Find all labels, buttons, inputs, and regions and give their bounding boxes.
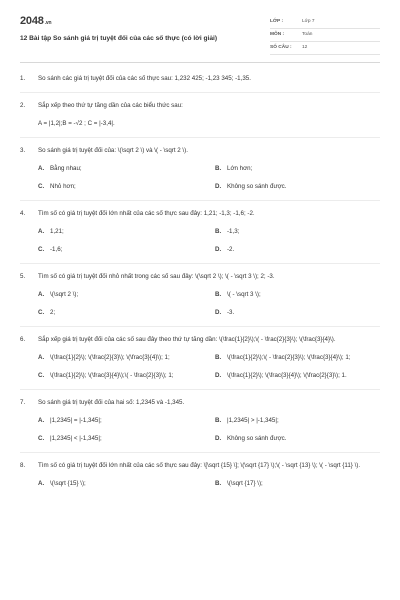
- answer-option-d[interactable]: [215, 246, 380, 255]
- site-logo[interactable]: [20, 14, 270, 30]
- option-text: \(\sqrt {15} \);: [50, 479, 86, 487]
- option-letter: B.: [215, 227, 222, 235]
- option-letter: B.: [215, 290, 222, 298]
- answer-options: [38, 417, 380, 444]
- answer-option-b[interactable]: [215, 417, 380, 426]
- option-letter: C.: [38, 308, 45, 316]
- option-text: -3.: [227, 308, 235, 316]
- question-item: [20, 147, 380, 201]
- option-text: \(\sqrt {17} \);: [227, 479, 263, 487]
- answer-option-b[interactable]: [215, 354, 380, 363]
- option-letter: B.: [215, 479, 222, 487]
- header-left: [20, 14, 270, 55]
- question-text: Sắp xếp giá trị tuyệt đối của các số sau đây theo thứ tự tăng dần: \(\frac{1}{2}\);\( - \frac{2}{3}\); \(\frac{3}{4}\).: [38, 335, 336, 343]
- question-item: [20, 210, 380, 264]
- question-text: Tìm số có giá trị tuyệt đối nhỏ nhất trong các số sau đây: \(\sqrt 2 \); \( - \sqrt 3 \); 2; -3.: [38, 272, 275, 280]
- question-number: 8.: [20, 461, 26, 469]
- meta-row-count: [270, 42, 380, 55]
- option-letter: D.: [215, 434, 222, 442]
- question-item: [20, 399, 380, 453]
- question-number: 4.: [20, 209, 26, 217]
- option-text: \(\sqrt 2 \);: [50, 290, 79, 298]
- option-text: |1,2345| = |-1,345|;: [50, 416, 102, 424]
- option-text: \(\frac{1}{2}\);\( - \frac{2}{3}\); \(\frac{3}{4}\); 1;: [227, 353, 351, 361]
- option-text: 2;: [50, 308, 56, 316]
- meta-label: SỐ CÂU :: [270, 44, 292, 50]
- option-text: 1,21;: [50, 227, 64, 235]
- option-letter: C.: [38, 371, 45, 379]
- option-letter: A.: [38, 164, 45, 172]
- question-text: Tìm số có giá trị tuyệt đối lớn nhất của các số thực sau đây: 1,21; -1,3; -1,6; -2.: [38, 209, 255, 217]
- answer-option-c[interactable]: [38, 309, 203, 318]
- logo-text: 2048: [20, 15, 44, 27]
- answer-option-b[interactable]: [215, 228, 380, 237]
- option-text: -1,6;: [50, 245, 63, 253]
- option-letter: C.: [38, 434, 45, 442]
- option-text: Bằng nhau;: [50, 164, 82, 172]
- option-text: Lớn hơn;: [227, 164, 253, 172]
- answer-options: [38, 354, 380, 381]
- question-item: [20, 273, 380, 327]
- option-letter: C.: [38, 245, 45, 253]
- option-letter: B.: [215, 416, 222, 424]
- option-text: Không so sánh được.: [227, 434, 287, 442]
- question-item: [20, 462, 380, 497]
- option-letter: A.: [38, 353, 45, 361]
- page-title: 12 Bài tập So sánh giá trị tuyệt đối của các số thực (có lời giải): [20, 34, 218, 42]
- meta-row-subject: [270, 29, 380, 42]
- option-text: -1,3;: [227, 227, 240, 235]
- answer-option-c[interactable]: [38, 183, 203, 192]
- option-letter: A.: [38, 416, 45, 424]
- option-letter: D.: [215, 308, 222, 316]
- meta-label: MÔN :: [270, 31, 285, 37]
- answer-option-c[interactable]: [38, 246, 203, 255]
- option-text: \(\frac{1}{2}\); \(\frac{2}{3}\); \(\frac{3}{4}\); 1;: [50, 353, 170, 361]
- answer-options: [38, 165, 380, 192]
- option-text: Không so sánh được.: [227, 182, 287, 190]
- question-item: [20, 336, 380, 390]
- question-list: [20, 75, 380, 497]
- option-text: Nhỏ hơn;: [50, 182, 76, 190]
- answer-option-a[interactable]: [38, 291, 203, 300]
- option-letter: A.: [38, 479, 45, 487]
- meta-value: Toán: [302, 31, 313, 37]
- meta-row-class: [270, 16, 380, 29]
- question-number: 7.: [20, 398, 26, 406]
- answer-option-a[interactable]: [38, 354, 203, 363]
- logo-suffix: .vn: [44, 20, 52, 26]
- option-text: \( - \sqrt 3 \);: [227, 290, 261, 298]
- question-text: Tìm số có giá trị tuyệt đối lớn nhất của các số thực sau đây: \[\sqrt {15} \]; \(\sqrt {17} \);\( - \sqrt {13} \); \( - \sqrt {11} \).: [38, 461, 361, 469]
- option-letter: C.: [38, 182, 45, 190]
- question-number: 2.: [20, 101, 26, 109]
- answer-options: [38, 228, 380, 255]
- option-letter: B.: [215, 353, 222, 361]
- option-text: \(\frac{1}{2}\); \(\frac{3}{4}\); \(\frac{2}{3}\); 1.: [227, 371, 347, 379]
- answer-option-b[interactable]: [215, 165, 380, 174]
- meta-value: Lớp 7: [302, 18, 315, 24]
- option-text: \(\frac{1}{2}\); \(\frac{3}{4}\);\( - \frac{2}{3}\); 1;: [50, 371, 174, 379]
- question-text: So sánh giá trị tuyệt đối của: \(\sqrt 2 \) và \( - \sqrt 2 \).: [38, 146, 188, 154]
- answer-option-d[interactable]: [215, 372, 380, 381]
- question-expression: A = |1,2|;B = -√2 ; C = |-3,4|.: [38, 119, 115, 127]
- meta-value: 12: [302, 44, 308, 50]
- option-letter: D.: [215, 245, 222, 253]
- answer-option-c[interactable]: [38, 435, 203, 444]
- meta-label: LỚP :: [270, 18, 284, 24]
- option-text: |1,2345| > |-1,345|;: [227, 416, 279, 424]
- worksheet-header: [20, 14, 380, 63]
- question-number: 6.: [20, 335, 26, 343]
- answer-options: [38, 480, 380, 489]
- question-text: So sánh các giá trị tuyệt đối của các số thực sau: 1,232 425; -1,23 345; -1,35.: [38, 75, 251, 82]
- option-text: -2.: [227, 245, 235, 253]
- option-text: |1,2345| < |-1,345|;: [50, 434, 102, 442]
- question-text: So sánh giá trị tuyệt đối của hai số: 1,2345 và -1,345.: [38, 398, 185, 406]
- answer-option-a[interactable]: [38, 417, 203, 426]
- answer-option-a[interactable]: [38, 165, 203, 174]
- option-letter: A.: [38, 290, 45, 298]
- answer-option-a[interactable]: [38, 480, 203, 489]
- question-item: [20, 75, 380, 93]
- answer-options: [38, 291, 380, 318]
- option-letter: A.: [38, 227, 45, 235]
- answer-option-a[interactable]: [38, 228, 203, 237]
- answer-option-d[interactable]: [215, 435, 380, 444]
- question-item: [20, 102, 380, 138]
- option-letter: D.: [215, 182, 222, 190]
- answer-option-c[interactable]: [38, 372, 203, 381]
- question-number: 5.: [20, 272, 26, 280]
- question-number: 3.: [20, 146, 26, 154]
- question-number: 1.: [20, 75, 26, 82]
- meta-table: [270, 16, 380, 55]
- answer-option-b[interactable]: [215, 291, 380, 300]
- question-text: Sắp xếp theo thứ tự tăng dần của các biểu thức sau:: [38, 101, 183, 109]
- answer-option-d[interactable]: [215, 309, 380, 318]
- answer-option-b[interactable]: [215, 480, 380, 489]
- option-letter: D.: [215, 371, 222, 379]
- option-letter: B.: [215, 164, 222, 172]
- answer-option-d[interactable]: [215, 183, 380, 192]
